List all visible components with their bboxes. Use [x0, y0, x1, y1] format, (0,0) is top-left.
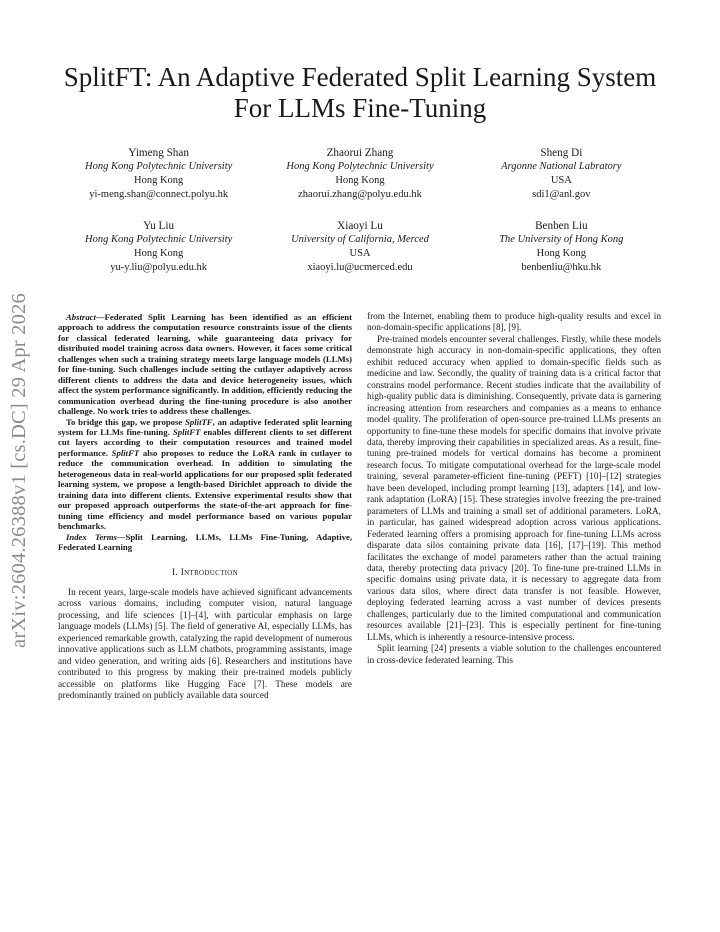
author-block [461, 219, 662, 275]
author-email: yi-meng.shan@connect.polyu.hk [89, 189, 229, 200]
author-name: Benben Liu [535, 220, 588, 232]
index-terms [58, 532, 352, 553]
index-terms-text: —Split Learning, LLMs, LLMs Fine-Tuning, Adaptive, Federated Learning [58, 531, 352, 552]
author-name: Yu Liu [143, 220, 175, 232]
author-affiliation: Hong Kong Polytechnic University [85, 161, 233, 172]
author-location: Hong Kong [134, 175, 184, 186]
author-name: Zhaorui Zhang [326, 147, 394, 159]
system-name: SplitFT [111, 447, 140, 458]
paper-title: SplitFT: An Adaptive Federated Split Learning System For LLMs Fine-Tuning [63, 62, 657, 123]
author-affiliation: Argonne National Labratory [501, 161, 622, 172]
author-location: Hong Kong [536, 248, 586, 259]
abstract-text: enables different clients to set different cut layers according to their computation resources and trained model performance. [58, 426, 353, 458]
body-paragraph: Pre-trained models encounter several challenges. Firstly, while these models demonstrate high accuracy in non-domain-specific applications, they often exhibit reduced accuracy when applied to domain-specific fields such as medicine and law. Secondly, the quality of training data is a critical factor that constrains model performance. Recent studies indicate that the availability of high-quality public data is diminishing. Consequently, private data is garnering increasing attention from researchers and companies as a means to enhance model quality. The proliferation of open-source pre-trained LLMs presents an opportunity to fine-tune these models for specific domains that involve private data, thereby improving their capabilities in specialized areas. As a result, fine-tuning pre-trained models for vertical domains has become a prominent research focus. To mitigate computational overhead for the large-scale model training, several parameter-efficient fine-tuning (PEFT) [10]–[12] strategies have been developed, including prompt learning [13], adapters [14], and low-rank adaptation (LoRA) [15]. These strategies involve freezing the pre-trained parameters of LLMs and training a small set of additional parameters. LoRA, in particular, has gained widespread adoption across various applications. Federated learning offers a promising approach for fine-tuning LLMs across disparate data silos containing private data [16], [17]–[19]. This method facilitates the exchange of model parameters rather than the actual training data, thereby protecting data privacy [20]. To fine-tune pre-trained LLMs in specific domains using private data, it is necessary to aggregate data from various data silos, where direct data transfer is not feasible. However, deploying federated learning across a vast number of devices presents challenges, particularly due to the limited computational and communication resources available [21]–[23]. This is especially pertinent for fine-tuning LLMs, which is inherently a resource-intensive process. [367, 334, 661, 643]
section-heading [58, 568, 352, 579]
author-block [259, 146, 460, 202]
author-block [461, 146, 662, 202]
author-affiliation: University of California, Merced [291, 234, 429, 245]
system-name: SplitTF [185, 416, 213, 427]
author-name: Xiaoyi Lu [337, 220, 383, 232]
author-row-1 [58, 146, 662, 202]
author-block [259, 219, 460, 275]
author-block [58, 146, 259, 202]
author-affiliation: Hong Kong Polytechnic University [85, 234, 233, 245]
system-name: SplitFT [172, 426, 201, 437]
author-row-2 [58, 219, 662, 275]
author-location: Hong Kong [134, 248, 184, 259]
author-email: zhaorui.zhang@polyu.edu.hk [298, 189, 422, 200]
author-block [58, 219, 259, 275]
abstract-label: Abstract [66, 312, 96, 322]
author-location: USA [550, 175, 572, 186]
abstract-text: —Federated Split Learning has been identified as an efficient approach to address the computation resource constraints issue of the clients for classical federated learning, while guaranteeing data privacy for distributed model training across data owners. However, it faces some critical challenges when such a training strategy meets large language models (LLMs) for fine-tuning. Such challenges include setting the cutlayer adaptively across different clients to address the data and device heterogeneity issues, which affect the system performance significantly. In addition, efficiently reducing the communication overhead during the fine-tuning procedure is also another challenge. No work tries to address these challenges. [58, 312, 352, 417]
right-column [367, 312, 661, 667]
abstract [58, 312, 352, 532]
abstract-text: also proposes to reduce the LoRA rank in cutlayer to reduce the communication overhead. In addition to simulating the heterogeneous data in real-world applications for our proposed split federated learning system, we propose a length-based Dirichlet approach to divide the training data into different clients. Extensive experimental results show that our proposed approach outperforms the state-of-the-art approach for fine-tuning time efficiency and model performance based on various popular benchmarks. [58, 447, 353, 532]
author-email: benbenliu@hku.hk [521, 262, 602, 273]
author-email: yu-y.liu@polyu.edu.hk [110, 262, 208, 273]
author-name: Sheng Di [540, 147, 583, 159]
author-name: Yimeng Shan [128, 147, 189, 159]
author-location: Hong Kong [335, 175, 385, 186]
index-terms-label: Index Terms [66, 531, 117, 542]
abstract-text: To bridge this gap, we propose [66, 416, 186, 427]
section-title: Introduction [180, 568, 238, 579]
author-email: sdi1@anl.gov [532, 189, 591, 200]
abstract-paragraph [58, 417, 352, 532]
body-paragraph: Split learning [24] presents a viable solution to the challenges encountered in cross-device federated learning. This [367, 644, 661, 666]
author-affiliation: The University of Hong Kong [499, 234, 624, 245]
abstract-text: , an adaptive federated split learning system for LLMs fine-tuning. [58, 416, 352, 437]
body-paragraph: from the Internet, enabling them to produce high-quality results and excel in non-domain-specific applications [8], [9]. [367, 312, 661, 334]
author-affiliation: Hong Kong Polytechnic University [286, 161, 434, 172]
author-email: xiaoyi.lu@ucmerced.edu [307, 262, 413, 273]
author-location: USA [349, 248, 371, 259]
arxiv-stamp: arXiv:2604.26388v1 [cs.DC] 29 Apr 2026 [7, 292, 30, 648]
section-number: I. [172, 568, 181, 579]
abstract-paragraph [58, 312, 352, 417]
left-column [58, 312, 352, 702]
body-paragraph: In recent years, large-scale models have achieved significant advancements across various domains, including computer vision, natural language processing, and life sciences [1]–[4], with particular emphasis on large language models (LLMs) [5]. The field of generative AI, especially LLMs, has experienced remarkable growth, catalyzing the rapid development of numerous innovative applications such as LLM chatbots, programming assistants, image and video generation, and writing aids [6]. Researchers and institutions have contributed to this progress by making their pre-trained models publicly accessible on platforms like Hugging Face [7]. These models are predominantly trained on publicly available data sourced [58, 587, 352, 701]
